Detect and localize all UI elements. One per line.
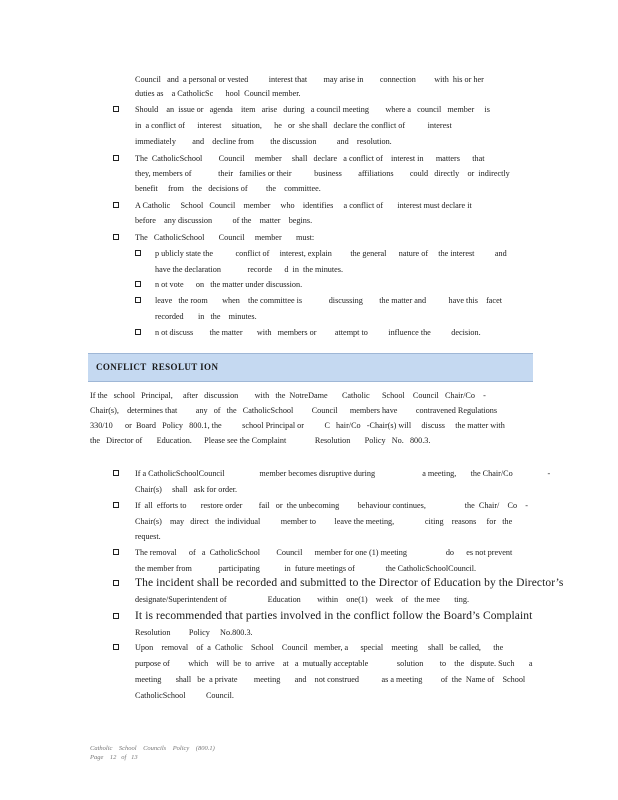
sub-bullet-icon <box>135 281 141 287</box>
bullet-icon <box>113 580 119 586</box>
bullet-icon <box>113 106 119 112</box>
body-text-line: The CatholicSchool Council member shall declare a conflict of interest in matters that <box>135 154 485 163</box>
body-text-line: duties as a CatholicSc hool Council member. <box>135 89 301 98</box>
sub-bullet-icon <box>135 297 141 303</box>
bullet-icon <box>113 502 119 508</box>
body-text-line: immediately and decline from the discussion and resolution. <box>135 137 392 146</box>
body-text-line: designate/Superintendent of Education within one(1) week of the mee ting. <box>135 595 470 604</box>
intro-text-line: the Director of Education. Please see the Complaint Resolution Policy No. 800.3. <box>90 436 431 445</box>
intro-text-line: If the school Principal, after discussion with the NotreDame Catholic School Council Chair/Co - <box>90 391 486 400</box>
section-heading-bar <box>88 353 533 382</box>
bullet-icon <box>113 549 119 555</box>
sub-bullet-icon <box>135 250 141 256</box>
body-text-line: recorded in the minutes. <box>155 312 257 321</box>
body-text-line: Chair(s) may direct the individual member to leave the meeting, citing reasons for the <box>135 517 513 526</box>
intro-text-line: 330/10 or Board Policy 800.1, the school Principal or C hair/Co -Chair(s) will discuss the matter with <box>90 421 505 430</box>
body-text-line: they, members of their families or their business affiliations could directly or indirectly <box>135 169 510 178</box>
body-text-line: the member from participating in future meetings of the CatholicSchoolCouncil. <box>135 564 477 573</box>
body-text-line: Chair(s) shall ask for order. <box>135 485 238 494</box>
body-text-line: CatholicSchool Council. <box>135 691 234 700</box>
sub-bullet-icon <box>135 329 141 335</box>
body-text-line: before any discussion of the matter begins. <box>135 216 313 225</box>
body-text-line: The removal of a CatholicSchool Council member for one (1) meeting do es not prevent <box>135 548 513 557</box>
body-text-line: The incident shall be recorded and submitted to the Director of Education by the Director’s <box>135 577 564 589</box>
body-text-line: It is recommended that parties involved in the conflict follow the Board’s Complaint <box>135 610 533 622</box>
body-text-line: have the declaration recorde d in the minutes. <box>155 265 344 274</box>
body-text-line: n ot vote on the matter under discussion. <box>155 280 303 289</box>
body-text-line: in a conflict of interest situation, he or she shall declare the conflict of interest <box>135 121 452 130</box>
body-text-line: benefit from the decisions of the committee. <box>135 184 321 193</box>
bullet-icon <box>113 613 119 619</box>
bullet-icon <box>113 644 119 650</box>
bullet-icon <box>113 470 119 476</box>
body-text-line: p ublicly state the conflict of interest, explain the general nature of the interest and <box>155 249 507 258</box>
intro-text-line: Chair(s), determines that any of the CatholicSchool Council members have contravened Regulations <box>90 406 498 415</box>
body-text-line: Should an issue or agenda item arise during a council meeting where a council member is <box>135 105 490 114</box>
body-text-line: purpose of which will be to arrive at a mutually acceptable solution to the dispute. Such a <box>135 659 533 668</box>
body-text-line: If a CatholicSchoolCouncil member becomes disruptive during a meeting, the Chair/Co - <box>135 469 551 478</box>
body-text-line: Upon removal of a Catholic School Council member, a special meeting shall be called, the <box>135 643 504 652</box>
body-text-line: leave the room when the committee is discussing the matter and have this facet <box>155 296 502 305</box>
body-text-line: The CatholicSchool Council member must: <box>135 233 315 242</box>
bullet-icon <box>113 202 119 208</box>
body-text-line: meeting shall be a private meeting and not construed as a meeting of the Name of School <box>135 675 526 684</box>
body-text-line: Council and a personal or vested interest that may arise in connection with his or her <box>135 75 484 84</box>
footer-page-number: Page 12 of 13 <box>90 754 138 761</box>
body-text-line: A Catholic School Council member who identifies a conflict of interest must declare it <box>135 201 472 210</box>
body-text-line: request. <box>135 532 161 541</box>
body-text-line: n ot discuss the matter with members or attempt to influence the decision. <box>155 328 481 337</box>
bullet-icon <box>113 155 119 161</box>
body-text-line: If all efforts to restore order fail or the unbecoming behaviour continues, the Chair/ Co - <box>135 501 528 510</box>
footer-policy: Catholic School Councils Policy (800.1) <box>90 745 215 752</box>
body-text-line: Resolution Policy No.800.3. <box>135 628 253 637</box>
bullet-icon <box>113 234 119 240</box>
section-heading: CONFLICT RESOLUT ION <box>96 362 219 372</box>
